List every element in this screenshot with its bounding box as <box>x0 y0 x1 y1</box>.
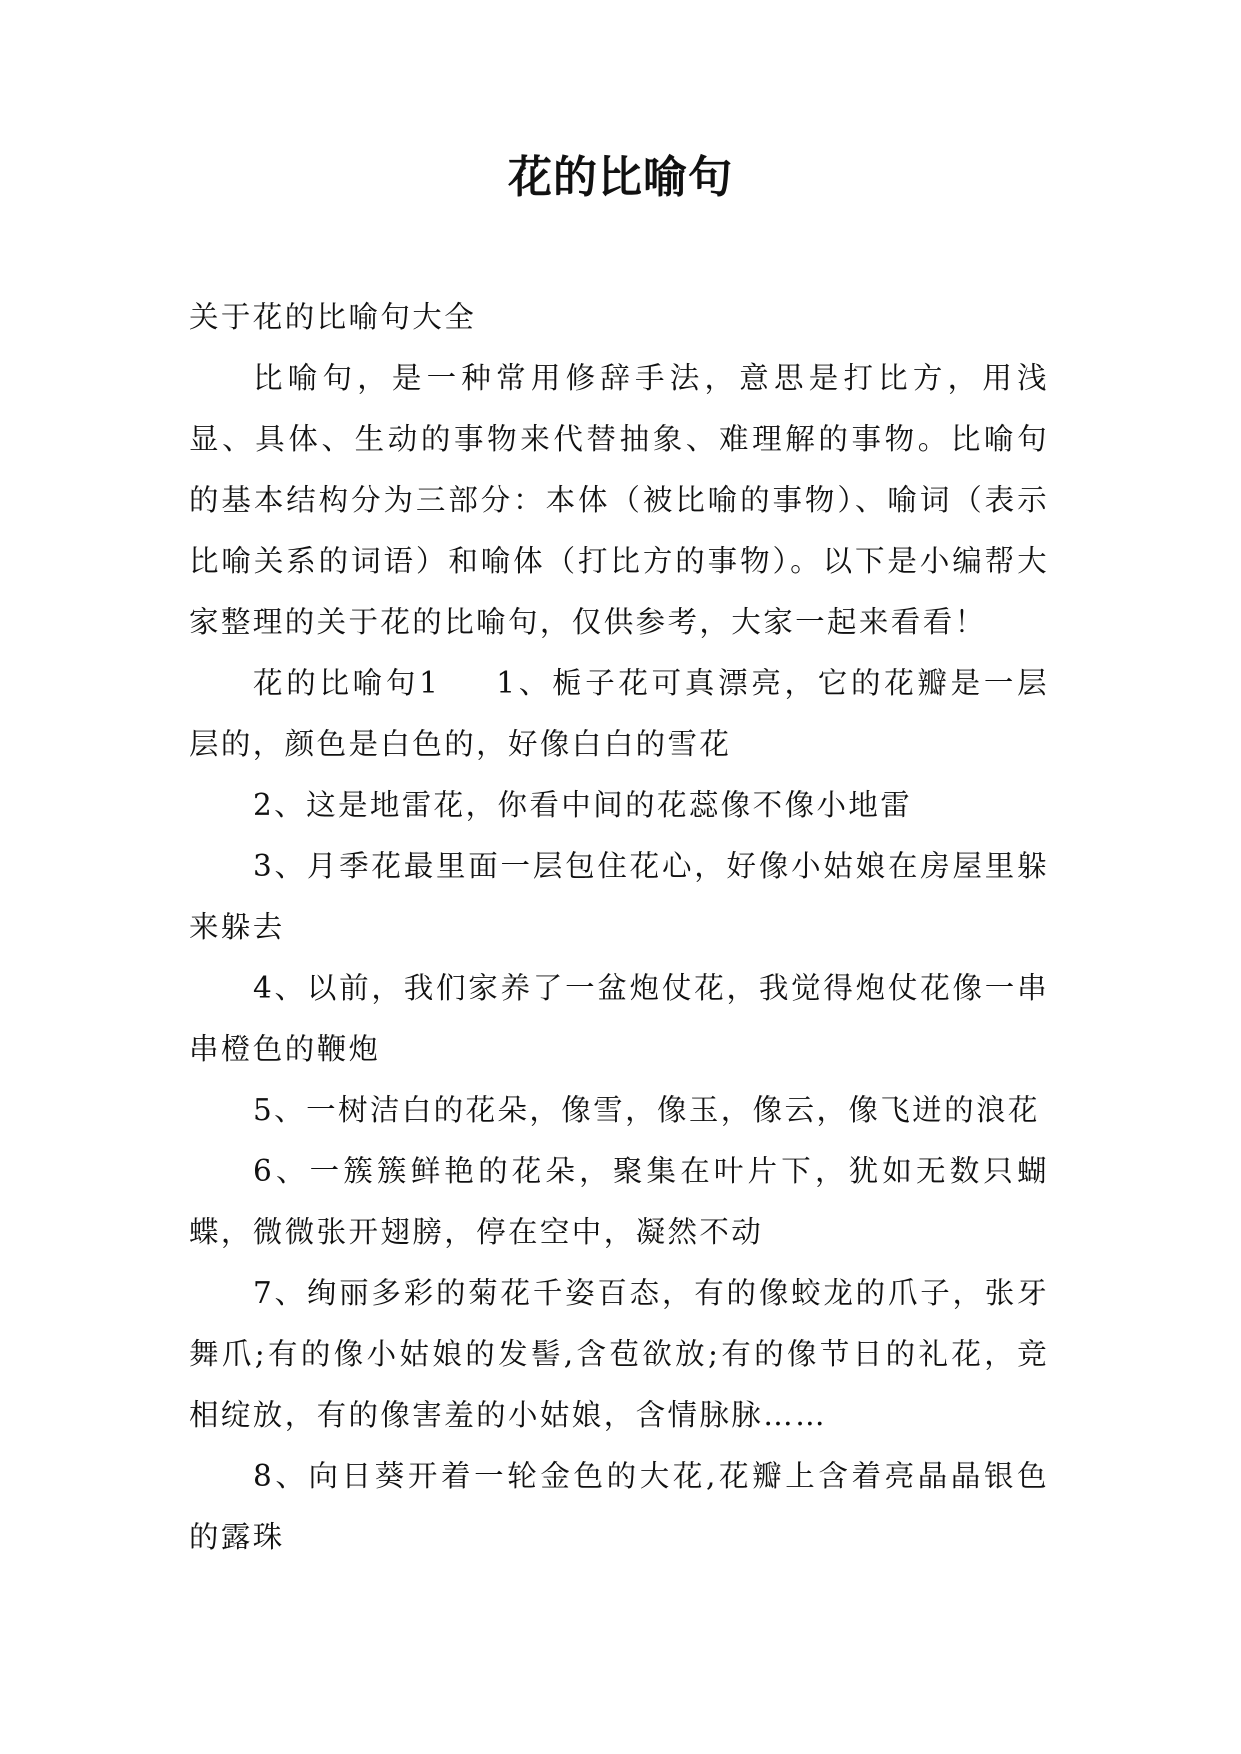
document-subtitle: 关于花的比喻句大全 <box>189 300 477 334</box>
document-title: 花的比喻句 <box>508 152 733 203</box>
list-item: 3、月季花最里面一层包住花心，好像小姑娘在房屋里躲来躲去 <box>189 849 1049 944</box>
section-heading: 花的比喻句1 <box>253 666 441 700</box>
list-item: 5、一树洁白的花朵，像雪，像玉，像云，像飞迸的浪花 <box>253 1093 1040 1127</box>
list-item-text: 1、栀子花可真漂亮，它的花瓣是一层层的，颜色是白色的，好像白白的雪花 <box>189 666 1049 761</box>
list-item: 8、向日葵开着一轮金色的大花,花瓣上含着亮晶晶银色的露珠 <box>189 1459 1049 1554</box>
list-item: 7、绚丽多彩的菊花千姿百态，有的像蛟龙的爪子，张牙舞爪;有的像小姑娘的发髻,含苞欲放;有的像节日的礼花，竞相绽放，有的像害羞的小姑娘，含情脉脉…… <box>189 1276 1049 1432</box>
intro-paragraph: 比喻句，是一种常用修辞手法，意思是打比方，用浅显、具体、生动的事物来代替抽象、难理解的事物。比喻句的基本结构分为三部分：本体（被比喻的事物）、喻词（表示比喻关系的词语）和喻体（打比方的事物）。以下是小编帮大家整理的关于花的比喻句，仅供参考，大家一起来看看！ <box>189 361 1049 639</box>
document-body <box>189 287 1049 1568</box>
list-item: 4、以前，我们家养了一盆炮仗花，我觉得炮仗花像一串串橙色的鞭炮 <box>189 971 1049 1066</box>
list-item: 2、这是地雷花，你看中间的花蕊像不像小地雷 <box>253 788 913 822</box>
list-item: 6、一簇簇鲜艳的花朵，聚集在叶片下，犹如无数只蝴蝶，微微张开翅膀，停在空中，凝然不动 <box>189 1154 1049 1249</box>
list-item <box>189 653 1049 775</box>
